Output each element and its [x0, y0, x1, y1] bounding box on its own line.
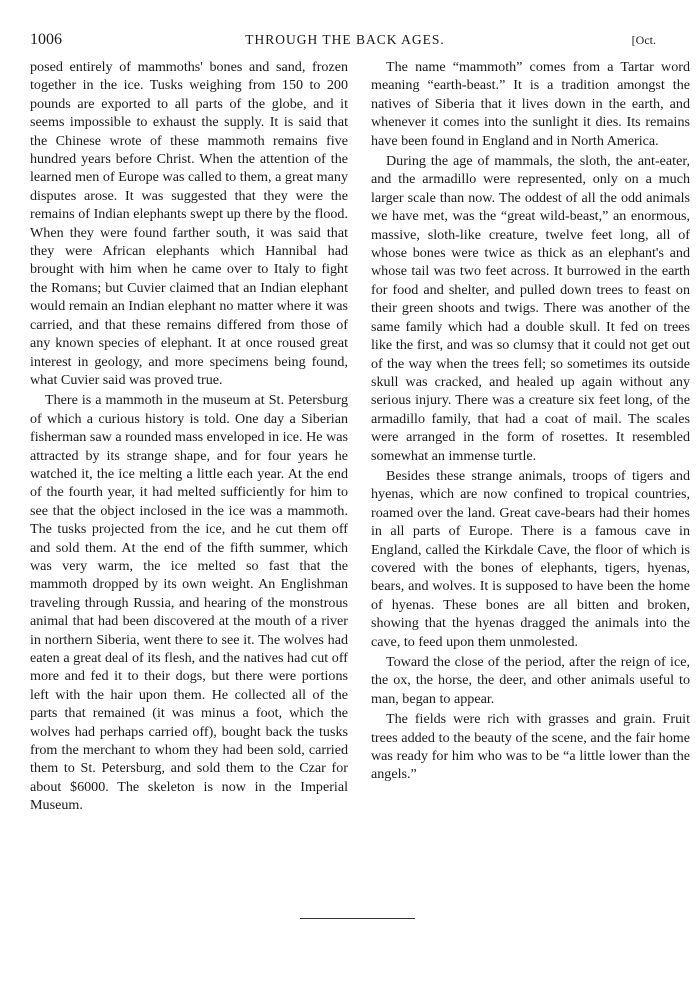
running-title: THROUGH THE BACK AGES.: [245, 32, 445, 47]
paragraph: The fields were rich with grasses and grain. Fruit trees added to the beauty of the scene, and the fair home was ready for him who was to be “a little lower than the angels.”: [371, 711, 690, 783]
paragraph: Besides these strange animals, troops of tigers and hyenas, which are now confined to tropical countries, roamed over the land. Great cave-bears had their homes in all parts of Europe. There is a famous cave in England, called the Kirkdale Cave, the floor of which is covered with the bones of elephants, tigers, hyenas, bears, and wolves. It is supposed to have been the home of hyenas. These bones are all bitten and broken, showing that the hyenas dragged the animals into the cave, to feed upon them unmolested.: [371, 467, 690, 650]
running-head: [30, 30, 660, 50]
issue-month: [Oct.: [631, 33, 656, 47]
paragraph: posed entirely of mammoths' bones and sand, frozen together in the ice. Tusks weighing from 150 to 200 pounds are exported to all parts of the globe, and it seems impossible to exhaust the supply. It is said that the Chinese wrote of these mammoth remains five hundred years before Christ. When the attention of the learned men of Europe was called to them, a great many disputes arose. It was suggested that they were the remains of Indian elephants swept up there by the flood. When they were found farther south, it was said that they were African elephants which Hannibal had brought with him when he came over to Italy to fight the Romans; but Cuvier claimed that an Indian elephant would remain an Indian elephant no matter where it was carried, and that these remains differed from those of any known species of elephant. It at once roused great interest in geology, and more specimens being found, what Cuvier said was proved true.: [30, 59, 348, 388]
end-rule: [300, 918, 415, 919]
paragraph: Toward the close of the period, after the reign of ice, the ox, the horse, the deer, and other animals useful to man, began to appear.: [371, 654, 690, 707]
paragraph: The name “mammoth” comes from a Tartar word meaning “earth-beast.” It is a tradition amongst the natives of Siberia that it lives down in the earth, and whenever it comes into the sunlight it dies. Its remains have been found in England and in North America.: [371, 59, 690, 149]
paragraph: During the age of mammals, the sloth, the ant-eater, and the armadillo were represented, only on a much larger scale than now. The oddest of all the odd animals we have met, was the “great wild-beast,” an enormous, massive, sloth-like creature, twelve feet long, all of whose bones were twice as thick as an elephant's and whose tail was two feet across. It burrowed in the earth for food and shelter, and pulled down trees to feast on their green shoots and twigs. There was another of the same family which had a double skull. It fed on trees like the first, and was so clumsy that it could not get out of the way when the trees fell; so sometimes its outside skull was cracked, and healed up again without any serious injury. There was a creature six feet long, of the armadillo family, that had a coat of mail. The scales were arranged in the form of rosettes. It resembled somewhat an immense turtle.: [371, 153, 690, 464]
right-column: [371, 58, 690, 784]
page-number: 1006: [30, 31, 62, 48]
left-column: [30, 58, 348, 815]
paragraph: There is a mammoth in the museum at St. Petersburg of which a curious history is told. One day a Siberian fisherman saw a rounded mass enveloped in ice. He was attracted by its strange shape, and for four years he watched it, the ice melting a little each year. At the end of the fourth year, it had melted sufficiently for him to see that the object inclosed in the ice was a mammoth. The tusks projected from the ice, and he cut them off and sold them. At the end of the fifth summer, which was very warm, the ice melted so fast that the mammoth dropped by its own weight. An Englishman traveling through Russia, and hearing of the monstrous animal that had been discovered at the mouth of a river in northern Siberia, went there to see it. The wolves had eaten a great deal of its flesh, and the natives had cut off more and fed it to their dogs, but there were portions left with the hair upon them. He collected all of the parts that remained (it was minus a foot, which the wolves had perhaps carried off), bought back the tusks from the merchant to whom they had been sold, carried them to St. Petersburg, and sold them to the Czar for about $6000. The skeleton is now in the Imperial Museum.: [30, 392, 348, 814]
